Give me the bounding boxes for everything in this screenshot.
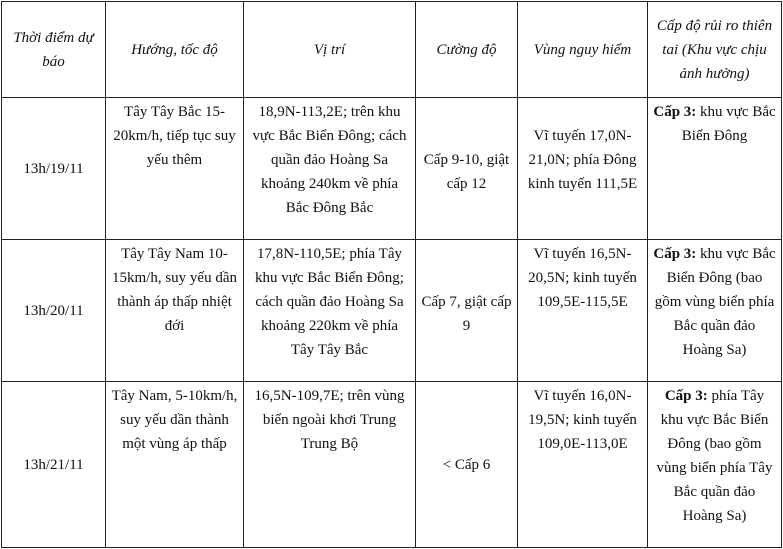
header-intensity: Cường độ xyxy=(416,2,518,98)
cell-time: 13h/20/11 xyxy=(2,240,106,382)
cell-danger-zone: Vĩ tuyến 16,5N-20,5N; kinh tuyến 109,5E-115,5E xyxy=(518,240,648,382)
risk-level-text: khu vực Bắc Biển Đông (bao gồm vùng biển phía Bắc quần đảo Hoàng Sa) xyxy=(654,246,776,358)
cell-intensity: < Cấp 6 xyxy=(416,382,518,548)
table-row xyxy=(2,98,782,240)
header-position: Vị trí xyxy=(244,2,416,98)
table-header-row xyxy=(2,2,782,98)
header-time: Thời điểm dự báo xyxy=(2,2,106,98)
table-row xyxy=(2,240,782,382)
table-row xyxy=(2,382,782,548)
risk-level-label: Cấp 3: xyxy=(653,104,697,120)
header-direction: Hướng, tốc độ xyxy=(106,2,244,98)
cell-risk-level xyxy=(648,98,782,240)
cell-position: 17,8N-110,5E; phía Tây khu vực Bắc Biển Đông; cách quần đảo Hoàng Sa khoảng 220km về phía Tây Tây Bắc xyxy=(244,240,416,382)
risk-level-text: phía Tây khu vực Bắc Biển Đông (bao gồm vùng biển phía Tây Bắc quần đảo Hoàng Sa) xyxy=(656,388,773,524)
cell-time: 13h/21/11 xyxy=(2,382,106,548)
cell-danger-zone: Vĩ tuyến 17,0N-21,0N; phía Đông kinh tuyến 111,5E xyxy=(518,98,648,240)
cell-intensity: Cấp 7, giật cấp 9 xyxy=(416,240,518,382)
cell-position: 16,5N-109,7E; trên vùng biển ngoài khơi Trung Trung Bộ xyxy=(244,382,416,548)
cell-direction: Tây Tây Bắc 15-20km/h, tiếp tục suy yếu thêm xyxy=(106,98,244,240)
risk-level-label: Cấp 3: xyxy=(653,246,697,262)
header-danger-zone: Vùng nguy hiểm xyxy=(518,2,648,98)
cell-position: 18,9N-113,2E; trên khu vực Bắc Biển Đông; cách quần đảo Hoàng Sa khoảng 240km về phía Bắc Đông Bắc xyxy=(244,98,416,240)
cell-time: 13h/19/11 xyxy=(2,98,106,240)
cell-risk-level xyxy=(648,382,782,548)
risk-level-text: khu vực Bắc Biển Đông xyxy=(681,104,776,144)
forecast-table xyxy=(1,1,782,548)
cell-direction: Tây Nam, 5-10km/h, suy yếu dần thành một vùng áp thấp xyxy=(106,382,244,548)
cell-danger-zone: Vĩ tuyến 16,0N-19,5N; kinh tuyến 109,0E-113,0E xyxy=(518,382,648,548)
cell-direction: Tây Tây Nam 10-15km/h, suy yếu dần thành áp thấp nhiệt đới xyxy=(106,240,244,382)
risk-level-label: Cấp 3: xyxy=(664,388,708,404)
cell-intensity: Cấp 9-10, giật cấp 12 xyxy=(416,98,518,240)
header-risk-level: Cấp độ rủi ro thiên tai (Khu vực chịu ảnh hưởng) xyxy=(648,2,782,98)
cell-risk-level xyxy=(648,240,782,382)
